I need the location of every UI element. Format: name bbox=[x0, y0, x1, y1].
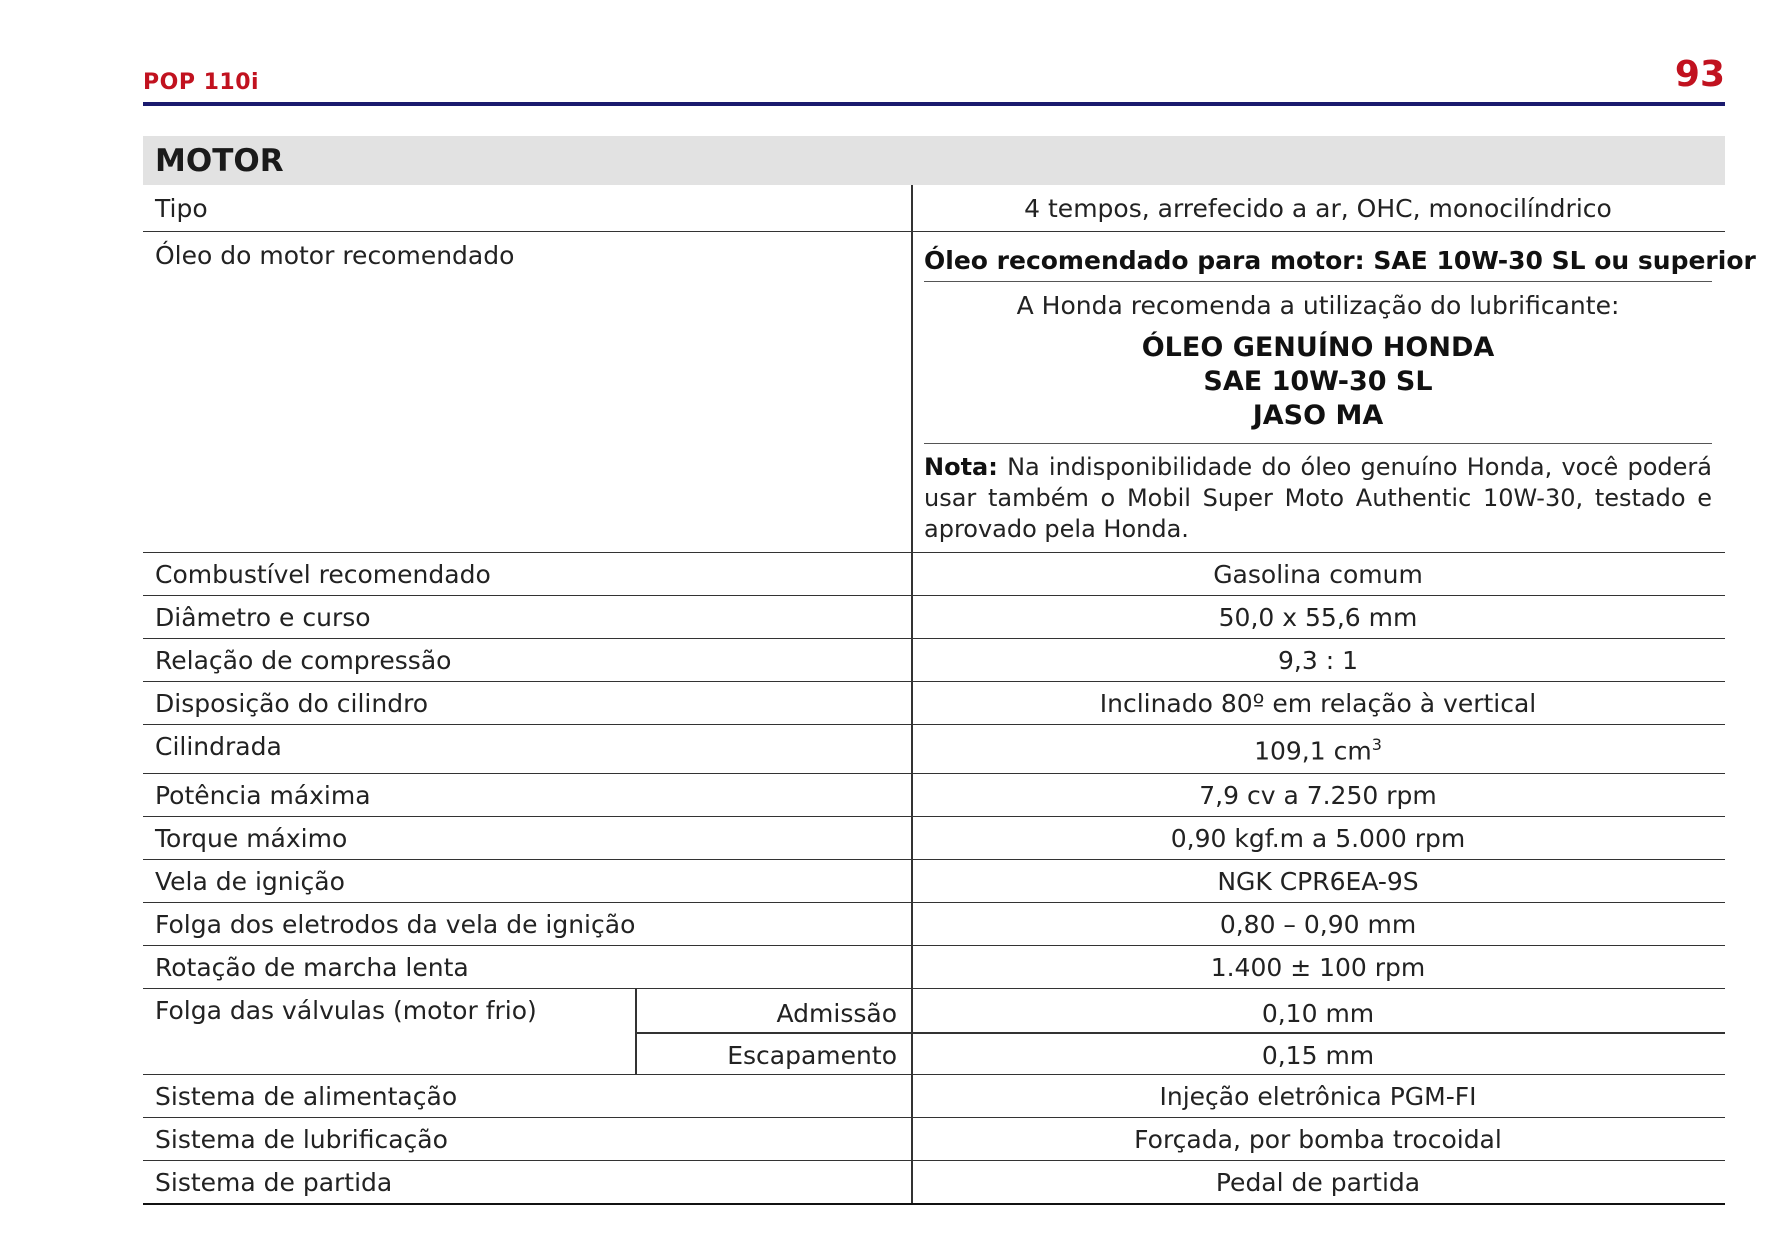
row-value: 1.400 ± 100 rpm bbox=[1210, 953, 1426, 982]
table-row bbox=[143, 725, 1725, 774]
table-row-valves bbox=[143, 989, 1725, 1075]
oil-brand-line-3: JASO MA bbox=[1252, 400, 1384, 431]
row-value: 7,9 cv a 7.250 rpm bbox=[1199, 781, 1437, 810]
section-title: MOTOR bbox=[155, 143, 284, 179]
oil-note-label: Nota: bbox=[924, 453, 998, 481]
oil-divider bbox=[924, 281, 1712, 282]
row-value: Gasolina comum bbox=[1213, 560, 1423, 589]
row-label: Tipo bbox=[155, 194, 208, 223]
row-value: Inclinado 80º em relação à vertical bbox=[1099, 689, 1537, 718]
oil-heading: Óleo recomendado para motor: SAE 10W-30 SL ou superior bbox=[924, 246, 1756, 275]
table-row bbox=[143, 185, 1725, 232]
row-label: Folga das válvulas (motor frio) bbox=[155, 996, 537, 1025]
header-rule bbox=[143, 102, 1725, 106]
table-row bbox=[143, 860, 1725, 903]
displacement-value: 109,1 cm bbox=[1254, 736, 1372, 766]
row-label: Sistema de lubrificação bbox=[155, 1125, 448, 1154]
oil-divider bbox=[924, 443, 1712, 444]
oil-recommend-text: A Honda recomenda a utilização do lubrificante: bbox=[1016, 291, 1620, 320]
row-value: Pedal de partida bbox=[1215, 1168, 1421, 1197]
row-label: Sistema de partida bbox=[155, 1168, 393, 1197]
row-value: 50,0 x 55,6 mm bbox=[1218, 603, 1418, 632]
table-row bbox=[143, 682, 1725, 725]
row-value: 0,90 kgf.m a 5.000 rpm bbox=[1170, 824, 1466, 853]
table-row bbox=[143, 903, 1725, 946]
table-row bbox=[143, 639, 1725, 682]
row-label: Diâmetro e curso bbox=[155, 603, 371, 632]
table-row bbox=[143, 774, 1725, 817]
row-label: Cilindrada bbox=[155, 732, 282, 761]
row-value: 4 tempos, arrefecido a ar, OHC, monocilíndrico bbox=[1024, 194, 1612, 223]
row-value bbox=[911, 735, 1725, 765]
row-value: 9,3 : 1 bbox=[1278, 646, 1358, 675]
row-label: Potência máxima bbox=[155, 781, 371, 810]
oil-note-text: Na indisponibilidade do óleo genuíno Honda, você poderá usar também o Mobil Super Moto Authentic 10W-30, testado e aprovado pela Honda. bbox=[924, 453, 1712, 543]
row-label: Óleo do motor recomendado bbox=[155, 241, 515, 270]
model-title: POP 110i bbox=[143, 70, 260, 95]
intake-label: Admissão bbox=[776, 999, 897, 1028]
exhaust-label: Escapamento bbox=[727, 1041, 897, 1070]
sub-row-divider bbox=[635, 1032, 1725, 1034]
row-label: Vela de ignição bbox=[155, 867, 345, 896]
table-row bbox=[143, 553, 1725, 596]
intake-value: 0,10 mm bbox=[1261, 999, 1375, 1028]
oil-brand-line-2: SAE 10W-30 SL bbox=[1203, 366, 1433, 397]
row-label: Torque máximo bbox=[155, 824, 348, 853]
row-label: Rotação de marcha lenta bbox=[155, 953, 469, 982]
row-value: Forçada, por bomba trocoidal bbox=[1134, 1125, 1502, 1154]
row-label: Folga dos eletrodos da vela de ignição bbox=[155, 910, 636, 939]
table-row bbox=[143, 596, 1725, 639]
exhaust-value: 0,15 mm bbox=[1261, 1041, 1375, 1070]
section-header bbox=[143, 136, 1725, 185]
row-label: Sistema de alimentação bbox=[155, 1082, 458, 1111]
oil-note bbox=[924, 452, 1712, 545]
row-value: NGK CPR6EA-9S bbox=[1217, 867, 1419, 896]
row-value: Injeção eletrônica PGM-FI bbox=[1159, 1082, 1477, 1111]
table-row bbox=[143, 1118, 1725, 1161]
table-row bbox=[143, 1075, 1725, 1118]
row-label: Disposição do cilindro bbox=[155, 689, 429, 718]
page-number: 93 bbox=[1674, 54, 1725, 95]
table-row bbox=[143, 1161, 1725, 1205]
row-value: 0,80 – 0,90 mm bbox=[1219, 910, 1417, 939]
oil-brand-line-1: ÓLEO GENUÍNO HONDA bbox=[1141, 332, 1495, 363]
table-row bbox=[143, 946, 1725, 989]
table-row-oil bbox=[143, 232, 1756, 553]
displacement-superscript: 3 bbox=[1371, 735, 1382, 754]
table-row bbox=[143, 817, 1725, 860]
row-label: Combustível recomendado bbox=[155, 560, 491, 589]
row-label: Relação de compressão bbox=[155, 646, 452, 675]
